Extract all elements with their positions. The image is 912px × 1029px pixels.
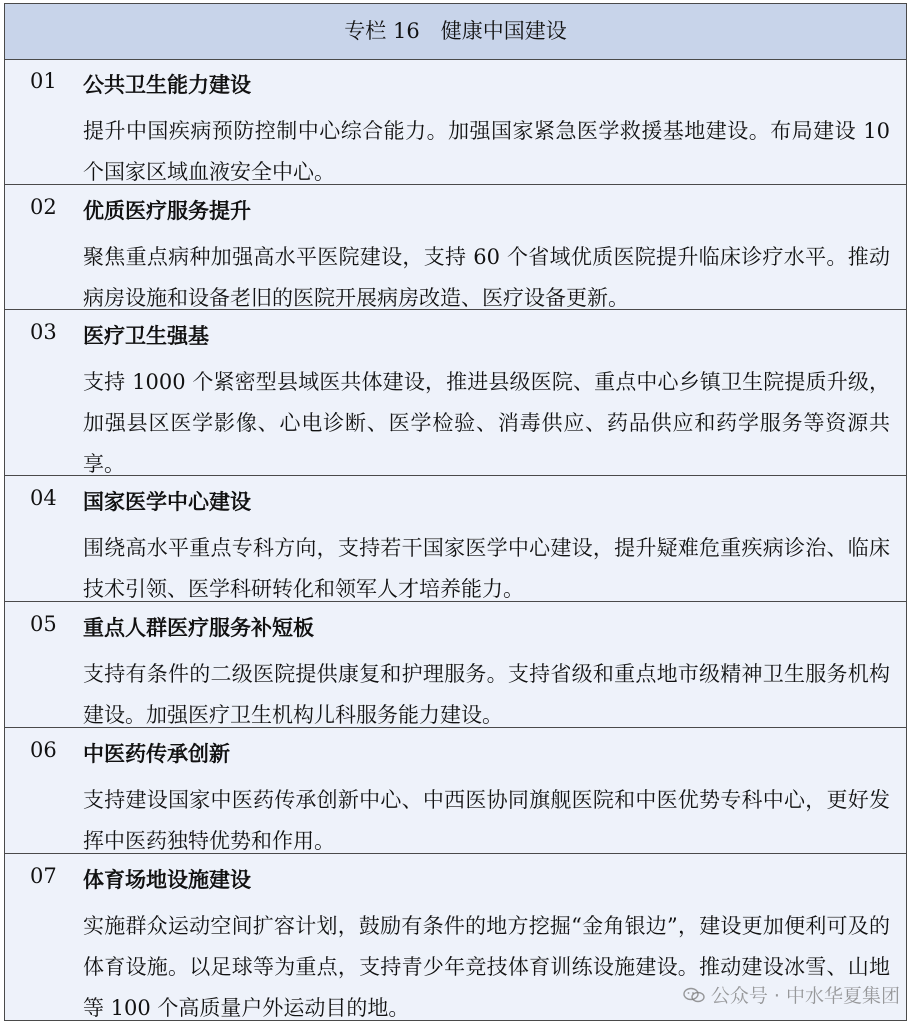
section-body: 实施群众运动空间扩容计划，鼓励有条件的地方挖掘“金角银边”，建设更加便利可及的体育设施。以足球等为重点，支持青少年竞技体育训练设施建设。推动建设冰雪、山地等 100 个高质量户外运动目的地。 <box>83 914 890 1020</box>
section-number: 05 <box>30 612 57 636</box>
wechat-icon <box>683 987 705 1003</box>
health-china-panel <box>4 3 907 1021</box>
section-title: 优质医疗服务提升 <box>83 198 251 223</box>
section-number: 03 <box>30 320 57 344</box>
section-number: 04 <box>30 486 57 510</box>
section-05 <box>5 602 906 728</box>
section-title: 体育场地设施建设 <box>83 867 251 892</box>
section-number: 06 <box>30 738 57 762</box>
section-body: 提升中国疾病预防控制中心综合能力。加强国家紧急医学救援基地建设。布局建设 10 个国家区域血液安全中心。 <box>83 119 890 184</box>
section-title: 重点人群医疗服务补短板 <box>83 615 314 640</box>
section-body: 支持有条件的二级医院提供康复和护理服务。支持省级和重点地市级精神卫生服务机构建设。加强医疗卫生机构儿科服务能力建设。 <box>83 662 890 727</box>
section-body: 支持建设国家中医药传承创新中心、中西医协同旗舰医院和中医优势专科中心，更好发挥中医药独特优势和作用。 <box>83 788 890 853</box>
section-02 <box>5 185 906 310</box>
panel-title: 专栏 16 健康中国建设 <box>344 19 567 43</box>
section-number: 07 <box>30 864 57 888</box>
section-04 <box>5 476 906 602</box>
section-body: 聚焦重点病种加强高水平医院建设，支持 60 个省域优质医院提升临床诊疗水平。推动病房设施和设备老旧的医院开展病房改造、医疗设备更新。 <box>83 245 890 310</box>
section-title: 中医药传承创新 <box>83 741 230 766</box>
watermark-text: 公众号 · 中水华夏集团 <box>710 985 900 1007</box>
section-body: 支持 1000 个紧密型县域医共体建设，推进县级医院、重点中心乡镇卫生院提质升级，加强县区医学影像、心电诊断、医学检验、消毒供应、药品供应和药学服务等资源共享。 <box>83 370 890 476</box>
section-01 <box>5 59 906 185</box>
section-number: 02 <box>30 195 57 219</box>
section-title: 医疗卫生强基 <box>83 323 209 348</box>
panel-header <box>5 4 906 60</box>
section-title: 公共卫生能力建设 <box>83 72 251 97</box>
section-06 <box>5 728 906 854</box>
watermark <box>683 981 900 1008</box>
section-body: 围绕高水平重点专科方向，支持若干国家医学中心建设，提升疑难危重疾病诊治、临床技术引领、医学科研转化和领军人才培养能力。 <box>83 536 890 601</box>
section-03 <box>5 310 906 476</box>
section-title: 国家医学中心建设 <box>83 489 251 514</box>
section-number: 01 <box>30 69 57 93</box>
